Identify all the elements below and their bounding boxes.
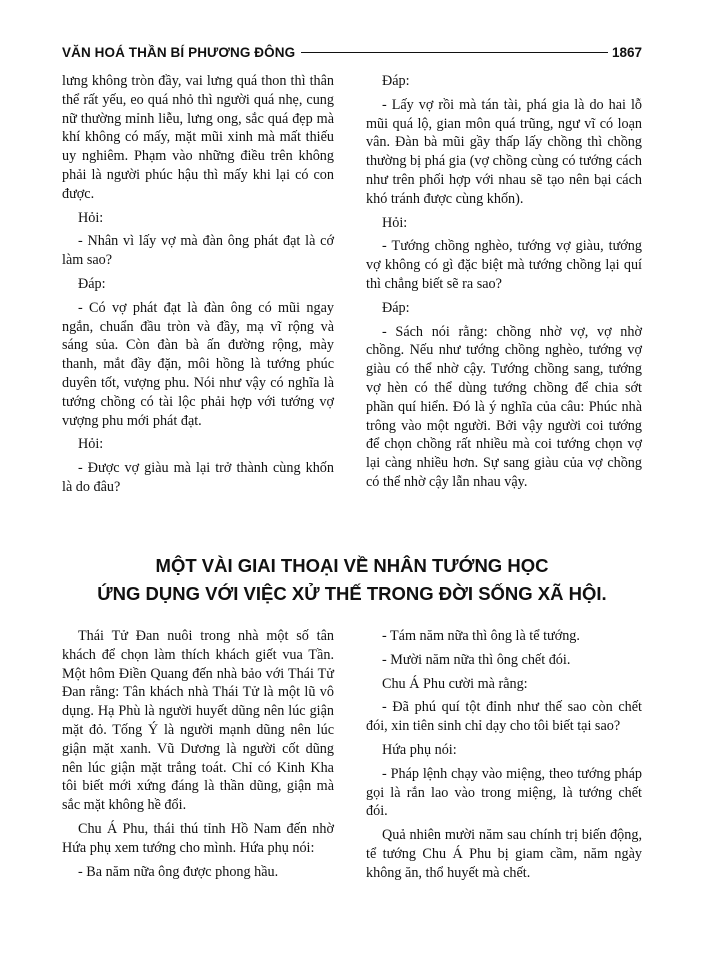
- section-heading-line-1: MỘT VÀI GIAI THOẠI VỀ NHÂN TƯỚNG HỌC: [155, 555, 549, 576]
- paragraph: - Được vợ giàu mà lại trở thành cùng khốn là do đâu?: [62, 460, 334, 495]
- running-header: [62, 42, 642, 62]
- paragraph: - Tám năm nữa thì ông là tể tướng.: [382, 628, 580, 644]
- paragraph: - Tướng chồng nghèo, tướng vợ giàu, tướng vợ không có gì đặc biệt mà tướng chồng lại quí thì chẳng biết sẽ ra sao?: [366, 238, 642, 292]
- paragraph: Thái Tử Đan nuôi trong nhà một số tân khách để chọn làm thích khách giết vua Tần. Một hôm Điền Quang đến nhà bảo với Thái Tử Đan rằng: Tân khách nhà Thái Tử là một lũ vô dụng. Hạ Phù là người huyết dũng nên lúc giận mặt đỏ. Tống Ý là người mạnh dũng nên lúc giận mặt xanh. Vũ Dương là người cốt dũng nên lúc giận mặt trắng toát. Chỉ có Kinh Kha tôi biết mới xứng đáng là thần dũng, giận mà sắc mặt không hề đổi.: [62, 628, 334, 814]
- paragraph: Hỏi:: [78, 209, 104, 226]
- book-title: VĂN HOÁ THẦN BÍ PHƯƠNG ĐÔNG: [62, 44, 296, 60]
- top-left-column: [62, 72, 334, 502]
- paragraph: - Sách nói rằng: chồng nhờ vợ, vợ nhờ chồng. Nếu như tướng chồng nghèo, tướng vợ giàu có thể nhờ cậy. Tướng chồng sang, tướng vợ hèn có thể dùng tướng chồng để chia sớt phần quí hiển. Đó là ý nghĩa của câu: Phúc nhà trông vào một người. Bởi vậy người coi tướng để chọn chồng rất nhiều mà coi tướng chọn vợ lại càng nhiều hơn. Sự sang giàu của vợ chồng có thể nhờ cậy lẫn nhau vậy.: [366, 323, 642, 490]
- paragraph: - Nhân vì lấy vợ mà đàn ông phát đạt là cớ làm sao?: [62, 233, 334, 269]
- paragraph: Hỏi:: [78, 436, 104, 453]
- paragraph: Hỏi:: [382, 214, 408, 231]
- paragraph: Đáp:: [78, 275, 106, 292]
- header-rule: [301, 52, 608, 53]
- paragraph: - Ba năm nữa ông được phong hầu.: [78, 863, 279, 880]
- page-number: 1867: [611, 44, 642, 60]
- paragraph: - Lấy vợ rồi mà tán tài, phá gia là do hai lỗ mũi quá lộ, gian môn quá trũng, ngư vĩ có loạn vân. Đàn bà mũi gầy thấp lấy chồng thì chồng thường bị phá gia (vợ chồng cùng có tướng cách như trên phối hợp với nhau sẽ tạo nên bại cách khó tránh được cùng khốn).: [366, 96, 642, 207]
- paragraph: Quả nhiên mười năm sau chính trị biến động, tể tướng Chu Á Phu bị giam cầm, năm ngày không ăn, thổ huyết mà chết.: [366, 827, 642, 881]
- paragraph: - Có vợ phát đạt là đàn ông có mũi ngay ngắn, chuẩn đầu tròn và đầy, mạ vĩ rộng và sáng sủa. Còn đàn bà ấn đường rộng, mày thanh, mắt đầy đặn, môi hồng là tướng phúc duyên tốt, vượng phu. Nói như vậy có nghĩa là tướng chồng có tài lộc phải hợp với tướng vợ vượng phu mới phát đạt.: [62, 299, 334, 429]
- paragraph: Đáp:: [382, 73, 410, 89]
- paragraph: Chu Á Phu cười mà rằng:: [382, 675, 528, 692]
- paragraph: - Mười năm nữa thì ông chết đói.: [382, 651, 571, 668]
- top-right-column: [366, 72, 642, 497]
- paragraph: Hứa phụ nói:: [382, 741, 457, 758]
- paragraph: - Pháp lệnh chạy vào miệng, theo tướng pháp gọi là rắn lao vào trong miệng, là tướng chết đói.: [366, 765, 642, 820]
- bottom-left-column: [62, 627, 334, 886]
- paragraph: lưng không tròn đầy, vai lưng quá thon thì thân thể rất yếu, eo quá nhỏ thì người quá nhẹ, cung nữ thường mỉnh liễu, lưng ong, sắc quá đẹp mà khí không có mấy, mặt mũi xinh mà mất thiếu uy nghiêm. Phạm vào những điều trên không phải là người phúc hậu thì mấy khi lại có con được.: [62, 73, 334, 202]
- bottom-right-column: [366, 627, 642, 888]
- paragraph: - Đã phú quí tột đỉnh như thế sao còn chết đói, xin tiên sinh chỉ dạy cho tôi biết tại sao?: [366, 699, 642, 735]
- paragraph: Đáp:: [382, 299, 410, 316]
- section-heading: [40, 552, 664, 608]
- section-heading-line-2: ỨNG DỤNG VỚI VIỆC XỬ THẾ TRONG ĐỜI SỐNG XÃ HỘI.: [97, 583, 607, 604]
- paragraph: Chu Á Phu, thái thú tỉnh Hồ Nam đến nhờ Hứa phụ xem tướng cho mình. Hứa phụ nói:: [62, 820, 334, 856]
